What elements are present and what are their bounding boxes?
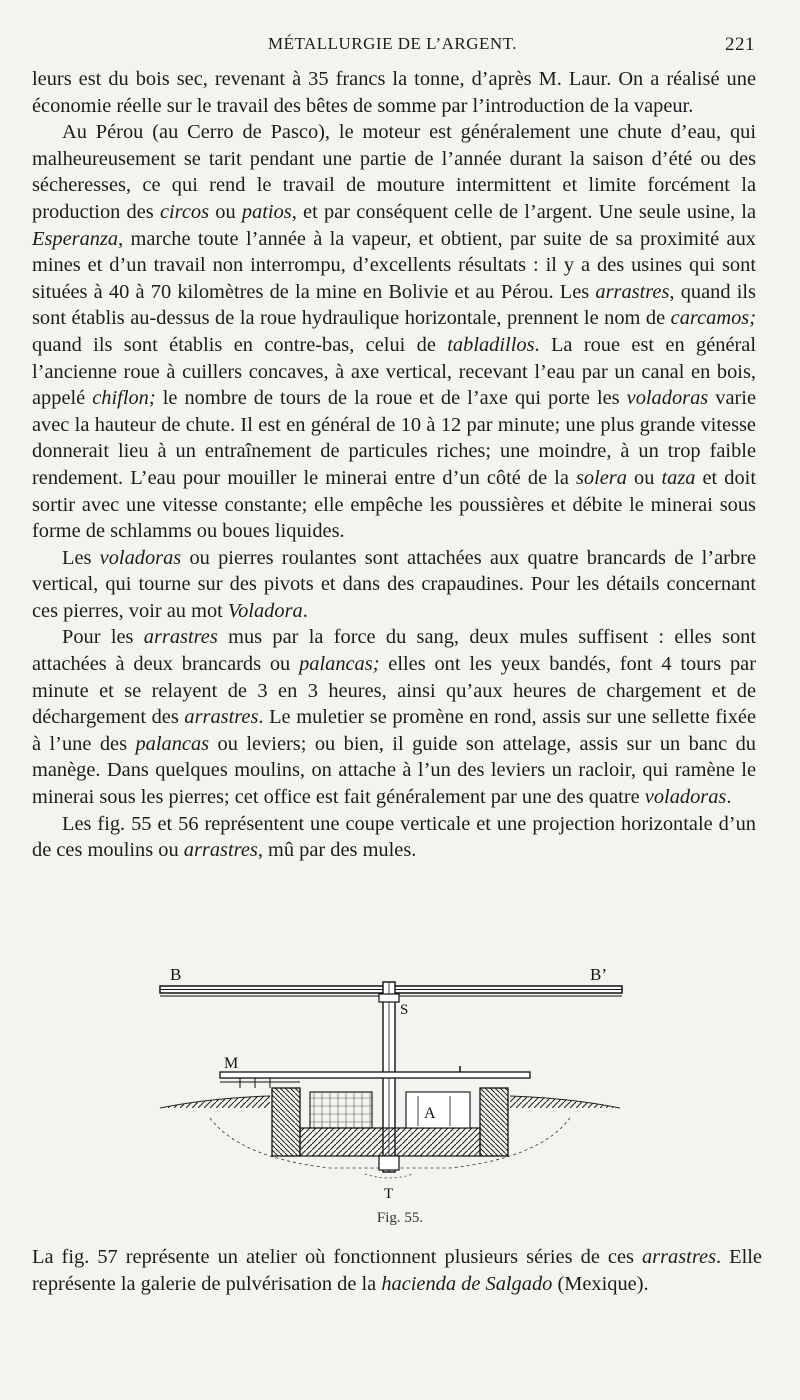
text-run: . La roue est en général l’ancienne roue à cuillers concaves, à axe vertical, recevant l’eau par un canal en bois, appelé <box>32 333 757 410</box>
text-run: La fig. 57 représente un atelier où fonctionnent plusieurs séries de ces <box>32 1246 642 1268</box>
paragraph <box>32 66 756 119</box>
text-run: . <box>302 599 308 622</box>
paragraph <box>32 1244 762 1297</box>
text-run: ou pierres roulantes sont attachées aux quatre brancards de l’arbre vertical, qui tourne sur des pivots et dans des crapaudines. Pour les détails concernant ces pierres, voir au mot <box>32 546 756 622</box>
label-s: S <box>400 1002 409 1018</box>
text-run: varie avec la hauteur de chute. Il est en général de 10 à 12 par minute; une plus grande vitesse donnerait lieu à un entraînement de particules riches; une moindre, à un trop faible rendement. L’eau pour mouiller le minerai entre d’un côté de la <box>32 387 756 489</box>
label-m: M <box>224 1055 239 1072</box>
running-header <box>30 30 755 60</box>
italic-term: Esperanza <box>32 227 119 250</box>
text-run: , mû par des mules. <box>257 839 417 862</box>
text-run: , et par conséquent celle de l’argent. Une seule usine, la <box>291 200 756 223</box>
figure-caption: Fig. 55. <box>376 1210 424 1226</box>
label-a: A <box>424 1105 436 1122</box>
text-run: mus par la force du sang, deux mules suffisent : elles sont attachées à deux brancards ou <box>32 626 757 676</box>
lever-m <box>220 1066 530 1088</box>
italic-term: voladoras <box>626 387 709 410</box>
italic-term: arrastres <box>595 280 670 303</box>
text-run: ou <box>626 466 662 489</box>
paragraph <box>32 624 756 810</box>
italic-term: palancas <box>135 732 210 755</box>
italic-term: circos <box>159 200 210 223</box>
italic-term: patios <box>241 200 292 223</box>
text-run: . <box>726 786 732 809</box>
text-run: et doit sortir avec une vitesse constante; elle empêche les poussières et débite le minerai sous forme de schlamms ou boues liquides. <box>32 466 757 543</box>
text-run: Les fig. 55 et 56 représentent une coupe verticale et une projection horizontale d’un de ces moulins ou <box>32 812 756 862</box>
text-run: elles ont les yeux bandés, font 4 tours par minute et se relayent de 3 en 3 heures, ainsi qu’aux heures de chargement et de déchargement des <box>32 653 756 729</box>
page-number: 221 <box>725 34 755 55</box>
text-run: Au Pérou (au Cerro de Pasco), le moteur est généralement une chute d’eau, qui malheureusement se tarit pendant une partie de l’année durant la saison d’été ou des sécheresses, ce qui rend le travail de mouture intermittent et limite forcément la production des <box>32 121 756 223</box>
italic-term: voladoras <box>644 786 727 809</box>
text-run: Les <box>62 546 100 569</box>
italic-term: taza <box>661 466 696 489</box>
label-b: B <box>170 965 182 984</box>
figure-arrastre-section <box>150 958 630 1208</box>
text-run: . Elle représente la galerie de pulvérisation de la <box>32 1246 762 1295</box>
italic-term: hacienda de Salgado <box>381 1272 553 1295</box>
text-run: ou leviers; ou bien, il guide son attelage, assis sur un banc du manège. Dans quelques moulins, on attache à l’un des leviers un racloir, qui ramène le minerai sous les pierres; cet office est fait généralement par une des quatre <box>32 732 756 809</box>
text-run: , quand ils sont établis au-dessus de la roue hydraulique horizontale, prennent le nom de <box>32 280 756 330</box>
text-run: . Le muletier se promène en rond, assis sur une sellette fixée à l’une des <box>32 706 757 755</box>
text-run: (Mexique). <box>552 1272 649 1295</box>
italic-term: carcamos; <box>670 307 756 330</box>
text-run: quand ils sont établis en contre-bas, celui de <box>32 333 448 356</box>
italic-term: arrastres <box>183 839 258 862</box>
label-b-prime: B’ <box>590 965 607 984</box>
paragraph <box>32 811 756 864</box>
text-run: leurs est du bois sec, revenant à 35 francs la tonne, d’après M. Laur. On a réalisé une économie réelle sur le travail des bêtes de somme par l’introduction de la vapeur. <box>32 68 756 117</box>
italic-term: arrastres <box>143 626 218 649</box>
italic-term: chiflon; <box>92 387 156 410</box>
paragraph <box>32 119 756 545</box>
closing-paragraph <box>32 1244 762 1297</box>
italic-term: arrastres <box>184 706 259 729</box>
italic-term: tabladillos <box>447 333 535 356</box>
body-text <box>32 66 756 864</box>
text-run: ou <box>209 200 242 223</box>
text-run: Pour les <box>62 626 144 649</box>
text-run: le nombre de tours de la roue et de l’axe qui porte les <box>155 387 627 410</box>
pivot <box>365 1156 413 1178</box>
running-title: MÉTALLURGIE DE L’ARGENT. <box>267 34 518 53</box>
label-t: T <box>384 1186 394 1202</box>
italic-term: arrastres <box>641 1246 717 1268</box>
italic-term: palancas; <box>299 653 380 676</box>
paragraph <box>32 545 756 625</box>
italic-term: voladoras <box>99 546 182 569</box>
italic-term: solera <box>575 466 627 489</box>
italic-term: Voladora <box>227 599 303 622</box>
text-run: , marche toute l’année à la vapeur, et obtient, par suite de sa proximité aux mines et d’un travail non interrompu, d’excellents résultats : il y a des usines qui sont situées à 40 à 70 kilomètres de la mine en Bolivie et au Pérou. Les <box>32 227 756 303</box>
